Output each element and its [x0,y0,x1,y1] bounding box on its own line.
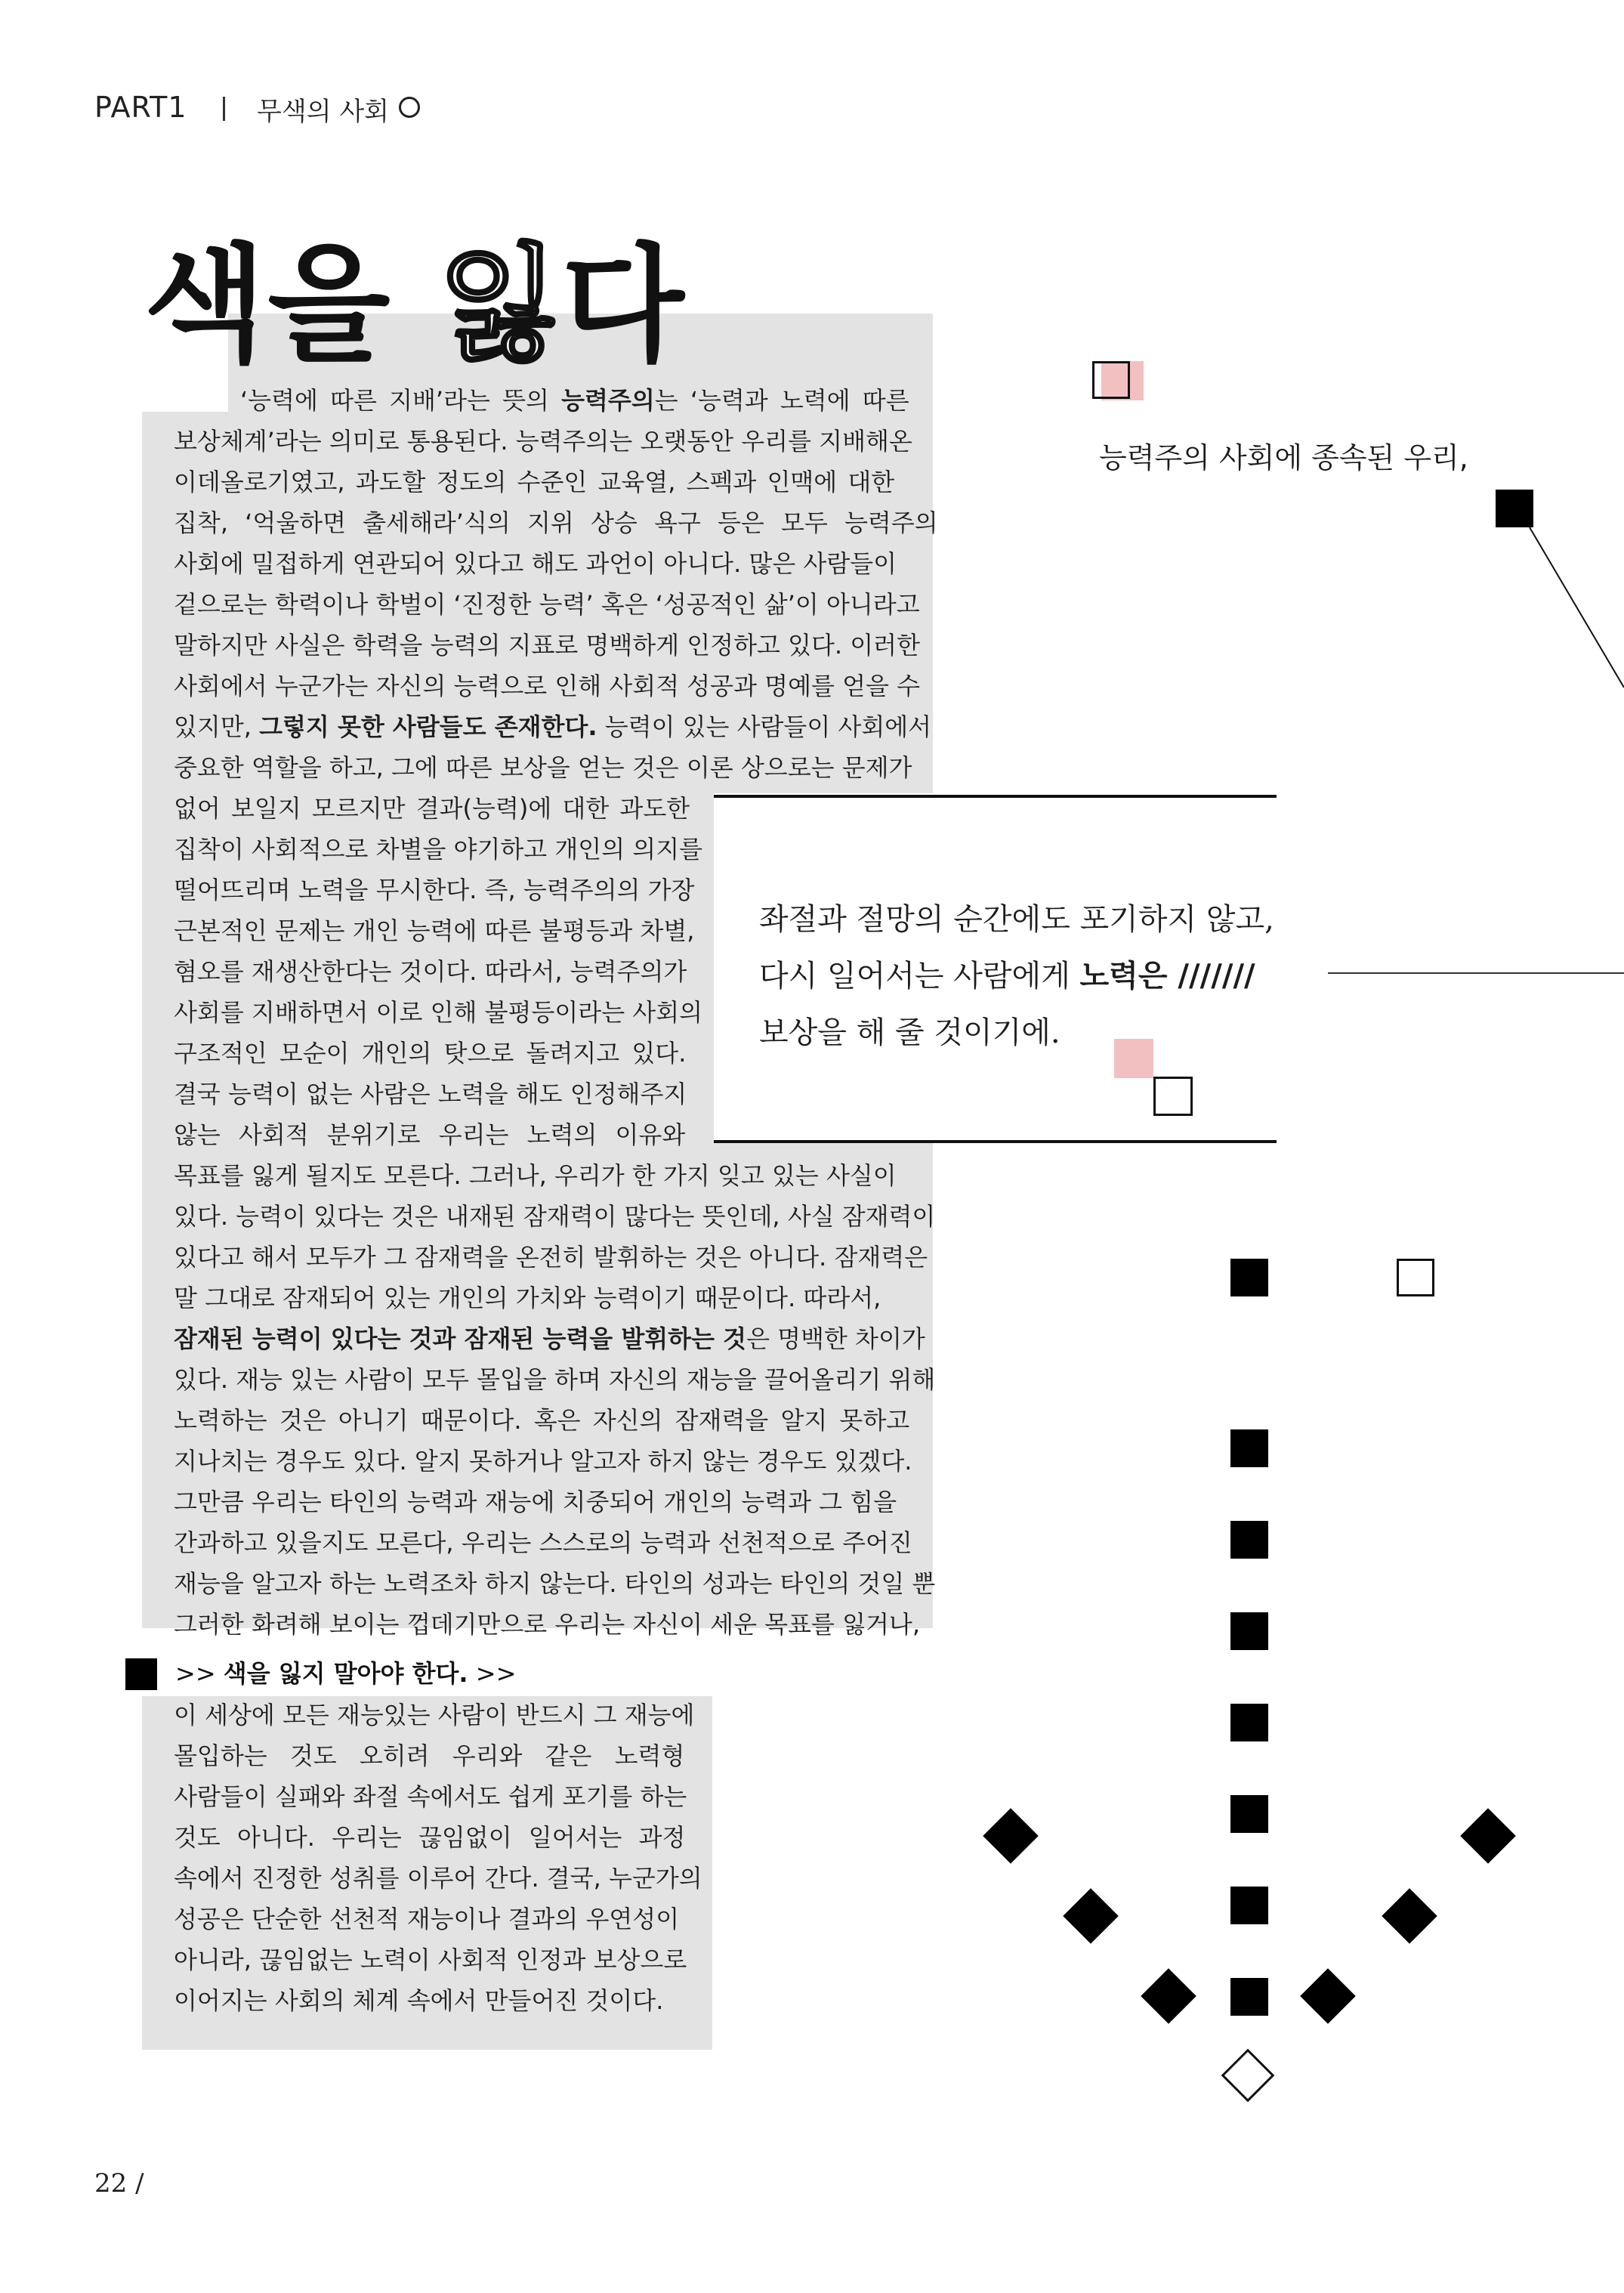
closing-line: 성공은 단순한 선천적 재능이나 결과의 우연성이 [174,1905,680,1933]
body-line: 이데올로기였고, 과도할 정도의 수준인 교육열, 스펙과 인맥에 대한 [174,468,895,496]
body-line: 있다고 해서 모두가 그 잠재력을 온전히 발휘하는 것은 아니다. 잠재력은 [174,1243,928,1272]
body-line: 있다. 재능 있는 사람이 모두 몰입을 하며 자신의 재능을 끌어올리기 위해 [174,1365,936,1394]
body-line: 구조적인 모순이 개인의 탓으로 돌려지고 있다. [174,1039,687,1068]
black-square-icon [1230,1259,1268,1296]
body-line: 간과하고 있을지도 모른다, 우리는 스스로의 능력과 선천적으로 주어진 [174,1528,912,1557]
body-line: 있지만, 그렇지 못한 사람들도 존재한다. 능력이 있는 사람들이 사회에서 [174,712,932,741]
quote-line-2-bold: 노력은 /////// [1079,958,1255,994]
black-square-icon [1230,1795,1268,1833]
pink-square-icon [1114,1039,1153,1078]
black-square-icon [1230,1704,1268,1741]
title-part-2: 다 [561,231,686,379]
closing-line: 몰입하는 것도 오히려 우리와 같은 노력형 [174,1741,685,1770]
body-line: 결국 능력이 없는 사람은 노력을 해도 인정해주지 [174,1080,687,1108]
quote-line-2-a: 다시 일어서는 사람에게 [759,959,1080,994]
black-diamond-icon [1382,1888,1437,1944]
body-line: 사회에 밀접하게 연관되어 있다고 해도 과언이 아니다. 많은 사람들이 [174,549,897,578]
body-line: 재능을 알고자 하는 노력조차 하지 않는다. 타인의 성과는 타인의 것일 뿐 [174,1569,936,1598]
header-divider [223,97,225,121]
title-part-1: 색을 [144,231,438,379]
outline-square-icon [1397,1259,1434,1296]
circle-icon [399,97,420,118]
closing-line: 속에서 진정한 성취를 이루어 간다. 결국, 누군가의 [174,1864,702,1893]
body-line: 그러한 화려해 보이는 껍데기만으로 우리는 자신이 세운 목표를 잃거나, [174,1610,920,1639]
body-line: 집착이 사회적으로 차별을 야기하고 개인의 의지를 [174,835,703,864]
black-diamond-icon [1063,1888,1119,1944]
body-line: 노력하는 것은 아니기 때문이다. 혹은 자신의 잠재력을 알지 못하고 [174,1406,910,1435]
body-line: 않는 사회적 분위기로 우리는 노력의 이유와 [174,1120,686,1149]
quote-rule-top [714,795,1277,798]
quote-line [759,952,1255,995]
body-line: 없어 보일지 모르지만 결과(능력)에 대한 과도한 [174,794,690,823]
body-line: 중요한 역할을 하고, 그에 따른 보상을 얻는 것은 이론 상으로는 문제가 [174,753,912,782]
section-label: 무색의 사회 [257,97,390,127]
body-bold: 잠재된 능력이 있다는 것과 잠재된 능력을 발휘하는 것 [174,1324,747,1353]
body-line: 보상체계’라는 의미로 통용된다. 능력주의는 오랫동안 우리를 지배해온 [174,427,912,456]
subheading: >> 색을 잃지 말아야 한다. >> [175,1659,517,1688]
body-line: 사회에서 누군가는 자신의 능력으로 인해 사회적 성공과 명예를 얻을 수 [174,672,920,700]
closing-line: 이 세상에 모든 재능있는 사람이 반드시 그 재능에 [174,1701,695,1729]
black-square-icon [1230,1887,1268,1924]
body-bold: 그렇지 못한 사람들도 존재한다. [259,712,597,741]
body-bold: 능력주의 [561,386,655,415]
closing-line: 것도 아니다. 우리는 끊임없이 일어서는 과정 [174,1823,686,1852]
body-line: 지나치는 경우도 있다. 알지 못하거나 알고자 하지 않는 경우도 있겠다. [174,1447,912,1476]
page-title [144,231,686,379]
black-square-icon [1496,490,1533,527]
quote-line: 좌절과 절망의 순간에도 포기하지 않고, [759,902,1274,937]
black-diamond-icon [983,1808,1039,1864]
quote-rule-bottom [714,1140,1277,1143]
part-label: PART1 [94,91,187,124]
caption: 능력주의 사회에 종속된 우리, [1099,441,1468,474]
black-square-icon [1230,1978,1268,2016]
body-line: 목표를 잃게 될지도 모른다. 그러나, 우리가 한 가지 잊고 있는 사실이 [174,1161,897,1190]
page-number: 22 / [94,2168,144,2199]
title-outline-char: 잃 [437,231,562,379]
body-line: 말 그대로 잠재되어 있는 개인의 가치와 능력이기 때문이다. 따라서, [174,1284,881,1312]
quote-line: 보상을 해 줄 것이기에. [759,1015,1061,1050]
closing-line: 이어지는 사회의 체계 속에서 만들어진 것이다. [174,1986,664,2015]
body-line: 집착, ‘억울하면 출세해라’식의 지위 상승 욕구 등은 모두 능력주의 [174,508,938,537]
subheading-bold: 색을 잃지 말아야 한다. [223,1659,468,1688]
outline-diamond-icon [1221,2049,1275,2103]
black-diamond-icon [1460,1808,1516,1864]
closing-line: 사람들이 실패와 좌절 속에서도 쉽게 포기를 하는 [174,1782,687,1811]
square-bullet-icon [125,1658,157,1690]
black-diamond-icon [1141,1968,1196,2024]
black-square-icon [1230,1612,1268,1650]
outline-square-icon [1153,1077,1193,1116]
body-line: 잠재된 능력이 있다는 것과 잠재된 능력을 발휘하는 것은 명백한 차이가 [174,1324,925,1353]
closing-line: 아니라, 끊임없는 노력이 사회적 인정과 보상으로 [174,1945,687,1974]
body-line: 혐오를 재생산한다는 것이다. 따라서, 능력주의가 [174,957,687,986]
black-diamond-icon [1300,1968,1356,2024]
quote-extension-line [1328,972,1624,974]
body-line: 말하지만 사실은 학력을 능력의 지표로 명백하게 인정하고 있다. 이러한 [174,631,920,660]
body-line: 사회를 지배하면서 이로 인해 불평등이라는 사회의 [174,998,703,1027]
body-line: 근본적인 문제는 개인 능력에 따른 불평등과 차별, [174,916,695,945]
body-line: ‘능력에 따른 지배’라는 뜻의 능력주의는 ‘능력과 노력에 따른 [240,386,909,415]
body-line: 있다. 능력이 있다는 것은 내재된 잠재력이 많다는 뜻인데, 사실 잠재력이 [174,1202,936,1231]
body-line: 겉으로는 학력이나 학벌이 ‘진정한 능력’ 혹은 ‘성공적인 삶’이 아니라고 [174,590,920,619]
body-line: 그만큼 우리는 타인의 능력과 재능에 치중되어 개인의 능력과 그 힘을 [174,1488,897,1516]
outline-square-icon [1092,361,1130,399]
black-square-icon [1230,1429,1268,1467]
black-square-icon [1230,1521,1268,1559]
body-line: 떨어뜨리며 노력을 무시한다. 즉, 능력주의의 가장 [174,876,695,904]
